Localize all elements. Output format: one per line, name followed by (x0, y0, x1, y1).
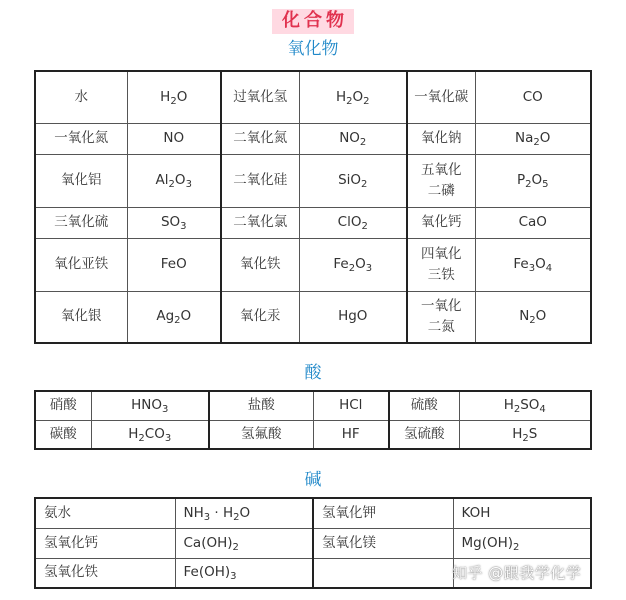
oxide-name-cell: 氧化铝 (35, 154, 127, 207)
oxide-row (35, 238, 591, 291)
oxide-formula-cell: ClO$_2$ (299, 207, 407, 238)
oxide-row (35, 71, 591, 123)
base-name-cell: 氢氧化镁 (313, 528, 453, 558)
acid-row (35, 420, 591, 449)
oxide-row (35, 123, 591, 154)
acids-title: 酸 (304, 363, 322, 383)
oxide-name-cell: 氧化铁 (221, 238, 299, 291)
oxide-formula-cell: CO (475, 71, 591, 123)
oxide-name-cell: 三氧化硫 (35, 207, 127, 238)
acid-formula-cell: $HNO_3$ (91, 391, 209, 420)
oxide-name-cell: 一氧化氮 (35, 123, 127, 154)
oxide-formula-cell: $Fe_3O_4$ (475, 238, 591, 291)
acid-formula-cell: $H_2SO_4$ (459, 391, 591, 420)
oxide-name-cell: 一氧化碳 (407, 71, 475, 123)
base-name-cell: 氢氧化铁 (35, 558, 175, 588)
acid-row (35, 391, 591, 420)
oxide-name-cell: 过氧化氢 (221, 71, 299, 123)
oxide-name-cell: 一氧化 二氮 (407, 291, 475, 343)
oxide-row (35, 291, 591, 343)
oxide-formula-cell: $P_2O_5$ (475, 154, 591, 207)
oxide-name-cell: 氧化钙 (407, 207, 475, 238)
watermark: 知乎 @跟我学化学 (452, 564, 582, 582)
base-name-cell: 氨水 (35, 498, 175, 528)
base-formula-cell: $Fe(OH)_3$ (175, 558, 313, 588)
oxide-formula-cell: $Al_2O_3$ (127, 154, 221, 207)
main-title-text: 化合物 (272, 9, 354, 34)
base-row (35, 498, 591, 528)
oxide-formula-cell: $H_2O_2$ (299, 71, 407, 123)
acid-name-cell: 氢氟酸 (209, 420, 313, 449)
oxide-formula-cell: $NO_2$ (299, 123, 407, 154)
oxide-formula-cell: $SO_3$ (127, 207, 221, 238)
oxide-formula-cell: $Fe_2O_3$ (299, 238, 407, 291)
oxide-name-cell: 氧化亚铁 (35, 238, 127, 291)
oxide-name-cell: 氧化汞 (221, 291, 299, 343)
acid-formula-cell: $H_2S$ (459, 420, 591, 449)
bases-title: 碱 (304, 470, 322, 490)
oxide-formula-cell: SiO$_2$ (299, 154, 407, 207)
base-name-cell (313, 558, 453, 588)
oxides-table (34, 70, 592, 344)
oxide-formula-cell: NO (127, 123, 221, 154)
acid-formula-cell: $H_2CO_3$ (91, 420, 209, 449)
oxide-row (35, 154, 591, 207)
base-formula-cell: $NH_3 \cdot H_2O$ (175, 498, 313, 528)
oxide-formula-cell: $Na_2O$ (475, 123, 591, 154)
oxide-name-cell: 水 (35, 71, 127, 123)
base-formula-cell: KOH (453, 498, 591, 528)
oxide-formula-cell: $Ag_2O$ (127, 291, 221, 343)
oxide-name-cell: 二氧化氮 (221, 123, 299, 154)
acids-table (34, 390, 592, 450)
acid-name-cell: 盐酸 (209, 391, 313, 420)
oxide-name-cell: 氧化银 (35, 291, 127, 343)
oxide-name-cell: 五氧化 二磷 (407, 154, 475, 207)
oxide-formula-cell: FeO (127, 238, 221, 291)
base-row (35, 528, 591, 558)
oxide-name-cell: 二氧化硅 (221, 154, 299, 207)
oxide-formula-cell: CaO (475, 207, 591, 238)
base-formula-cell: $Ca(OH)_2$ (175, 528, 313, 558)
acid-formula-cell: HCl (313, 391, 389, 420)
base-name-cell: 氢氧化钙 (35, 528, 175, 558)
acid-formula-cell: HF (313, 420, 389, 449)
oxide-formula-cell: $N_2O$ (475, 291, 591, 343)
oxide-formula-cell: $H_2O$ (127, 71, 221, 123)
base-name-cell: 氢氧化钾 (313, 498, 453, 528)
oxide-row (35, 207, 591, 238)
oxide-name-cell: 氧化钠 (407, 123, 475, 154)
oxide-name-cell: 二氧化氯 (221, 207, 299, 238)
main-title (0, 9, 626, 34)
acid-name-cell: 硝酸 (35, 391, 91, 420)
oxide-formula-cell: HgO (299, 291, 407, 343)
base-formula-cell: $Mg(OH)_2$ (453, 528, 591, 558)
acid-name-cell: 氢硫酸 (389, 420, 459, 449)
oxides-title: 氧化物 (287, 39, 339, 59)
oxide-name-cell: 四氧化 三铁 (407, 238, 475, 291)
acid-name-cell: 碳酸 (35, 420, 91, 449)
acid-name-cell: 硫酸 (389, 391, 459, 420)
